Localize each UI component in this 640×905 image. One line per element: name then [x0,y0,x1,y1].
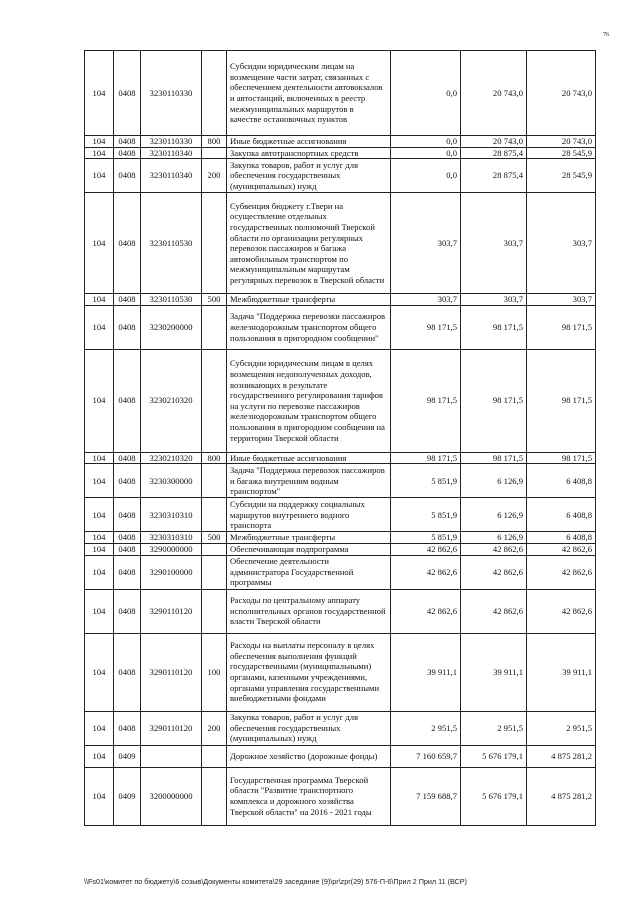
target-article-cell: 3200000000 [141,767,202,825]
amount-year2-cell: 28 875,4 [461,147,527,159]
section-code-cell: 104 [85,452,114,464]
amount-year2-cell: 39 911,1 [461,633,527,711]
amount-year2-cell: 98 171,5 [461,349,527,452]
expense-type-cell: 800 [202,452,227,464]
subsection-code-cell: 0408 [114,555,141,589]
section-code-cell: 104 [85,193,114,294]
target-article-cell: 3230110530 [141,193,202,294]
amount-year2-cell: 6 126,9 [461,464,527,498]
amount-year1-cell: 0,0 [391,159,461,193]
table-row [85,633,596,711]
amount-year1-cell: 42 862,6 [391,543,461,555]
table-row [85,305,596,349]
section-code-cell: 104 [85,294,114,306]
table-row [85,589,596,633]
amount-year3-cell: 42 862,6 [527,543,596,555]
budget-table [84,50,596,826]
amount-year2-cell: 42 862,6 [461,589,527,633]
amount-year1-cell: 5 851,9 [391,498,461,532]
expense-type-cell: 200 [202,711,227,745]
table-row [85,464,596,498]
amount-year1-cell: 5 851,9 [391,464,461,498]
amount-year1-cell: 98 171,5 [391,349,461,452]
description-cell: Расходы на выплаты персоналу в целях обеспечения выполнения функций государственными (муниципальными) органами, казенными учреждениями, органами управления государственными внебюджетными фондами [227,633,391,711]
amount-year3-cell: 2 951,5 [527,711,596,745]
expense-type-cell [202,464,227,498]
table-row [85,147,596,159]
expense-type-cell [202,745,227,767]
amount-year2-cell: 303,7 [461,294,527,306]
target-article-cell: 3290100000 [141,555,202,589]
table-row [85,532,596,544]
footer-file-path: \\Fs01\комитет по бюджету\6 созыв\Документы комитета\29 заседание (9)\pr\zpr(29) 576-П-6\Прил 2 Прил 11 (ВСР) [84,877,467,886]
amount-year2-cell: 2 951,5 [461,711,527,745]
section-code-cell: 104 [85,745,114,767]
amount-year3-cell: 98 171,5 [527,452,596,464]
amount-year2-cell: 6 126,9 [461,532,527,544]
expense-type-cell [202,767,227,825]
table-row [85,193,596,294]
subsection-code-cell: 0408 [114,543,141,555]
description-cell: Обеспечивающая подпрограмма [227,543,391,555]
subsection-code-cell: 0408 [114,589,141,633]
amount-year1-cell: 98 171,5 [391,305,461,349]
amount-year3-cell: 42 862,6 [527,555,596,589]
subsection-code-cell: 0408 [114,305,141,349]
amount-year1-cell: 7 160 659,7 [391,745,461,767]
subsection-code-cell: 0408 [114,452,141,464]
target-article-cell: 3290000000 [141,543,202,555]
page-number: 76 [603,32,609,38]
amount-year3-cell: 39 911,1 [527,633,596,711]
section-code-cell: 104 [85,51,114,136]
expense-type-cell [202,193,227,294]
amount-year3-cell: 303,7 [527,193,596,294]
amount-year1-cell: 42 862,6 [391,555,461,589]
subsection-code-cell: 0408 [114,711,141,745]
amount-year2-cell: 5 676 179,1 [461,745,527,767]
section-code-cell: 104 [85,464,114,498]
subsection-code-cell: 0408 [114,349,141,452]
description-cell: Субсидии на поддержку социальных маршрутов внутреннего водного транспорта [227,498,391,532]
table-row [85,159,596,193]
description-cell: Задача "Поддержка перевозок пассажиров и багажа внутренним водным транспортом" [227,464,391,498]
amount-year2-cell: 98 171,5 [461,305,527,349]
target-article-cell: 3230200000 [141,305,202,349]
amount-year1-cell: 42 862,6 [391,589,461,633]
section-code-cell: 104 [85,543,114,555]
description-cell: Обеспечение деятельности администратора Государственной программы [227,555,391,589]
description-cell: Дорожное хозяйство (дорожные фонды) [227,745,391,767]
table-row [85,136,596,148]
subsection-code-cell: 0408 [114,159,141,193]
description-cell: Закупка автотранспортных средств [227,147,391,159]
amount-year3-cell: 6 408,8 [527,498,596,532]
amount-year2-cell: 42 862,6 [461,543,527,555]
target-article-cell: 3290110120 [141,633,202,711]
expense-type-cell [202,498,227,532]
amount-year2-cell: 5 676 179,1 [461,767,527,825]
expense-type-cell [202,305,227,349]
amount-year2-cell: 98 171,5 [461,452,527,464]
table-row [85,498,596,532]
expense-type-cell [202,51,227,136]
subsection-code-cell: 0408 [114,147,141,159]
expense-type-cell [202,147,227,159]
subsection-code-cell: 0408 [114,532,141,544]
amount-year2-cell: 20 743,0 [461,136,527,148]
amount-year1-cell: 39 911,1 [391,633,461,711]
target-article-cell: 3230110340 [141,147,202,159]
description-cell: Иные бюджетные ассигнования [227,452,391,464]
target-article-cell: 3230210320 [141,452,202,464]
target-article-cell: 3230310310 [141,498,202,532]
amount-year1-cell: 0,0 [391,51,461,136]
expense-type-cell [202,543,227,555]
description-cell: Иные бюджетные ассигнования [227,136,391,148]
target-article-cell: 3230110530 [141,294,202,306]
description-cell: Закупка товаров, работ и услуг для обеспечения государственных (муниципальных) нужд [227,711,391,745]
section-code-cell: 104 [85,349,114,452]
amount-year3-cell: 28 545,9 [527,159,596,193]
section-code-cell: 104 [85,159,114,193]
section-code-cell: 104 [85,147,114,159]
description-cell: Расходы по центральному аппарату исполнительных органов государственной власти Тверской области [227,589,391,633]
expense-type-cell: 200 [202,159,227,193]
subsection-code-cell: 0408 [114,51,141,136]
target-article-cell [141,745,202,767]
amount-year3-cell: 4 875 281,2 [527,767,596,825]
subsection-code-cell: 0409 [114,745,141,767]
subsection-code-cell: 0408 [114,498,141,532]
expense-type-cell: 500 [202,294,227,306]
amount-year1-cell: 0,0 [391,136,461,148]
subsection-code-cell: 0408 [114,633,141,711]
expense-type-cell [202,589,227,633]
target-article-cell: 3230110330 [141,136,202,148]
section-code-cell: 104 [85,305,114,349]
amount-year2-cell: 20 743,0 [461,51,527,136]
subsection-code-cell: 0408 [114,294,141,306]
description-cell: Межбюджетные трансферты [227,532,391,544]
expense-type-cell [202,349,227,452]
amount-year3-cell: 98 171,5 [527,349,596,452]
target-article-cell: 3230300000 [141,464,202,498]
description-cell: Межбюджетные трансферты [227,294,391,306]
amount-year1-cell: 2 951,5 [391,711,461,745]
section-code-cell: 104 [85,711,114,745]
section-code-cell: 104 [85,555,114,589]
table-row [85,294,596,306]
target-article-cell: 3290110120 [141,589,202,633]
amount-year3-cell: 6 408,8 [527,464,596,498]
subsection-code-cell: 0408 [114,136,141,148]
amount-year3-cell: 303,7 [527,294,596,306]
table-row [85,745,596,767]
expense-type-cell [202,555,227,589]
amount-year1-cell: 0,0 [391,147,461,159]
amount-year2-cell: 42 862,6 [461,555,527,589]
amount-year3-cell: 98 171,5 [527,305,596,349]
amount-year3-cell: 20 743,0 [527,51,596,136]
expense-type-cell: 800 [202,136,227,148]
amount-year2-cell: 28 875,4 [461,159,527,193]
amount-year1-cell: 5 851,9 [391,532,461,544]
target-article-cell: 3290110120 [141,711,202,745]
amount-year1-cell: 7 159 688,7 [391,767,461,825]
amount-year3-cell: 4 875 281,2 [527,745,596,767]
description-cell: Задача "Поддержка перевозки пассажиров железнодорожным транспортом общего пользования в пригородном сообщении" [227,305,391,349]
target-article-cell: 3230210320 [141,349,202,452]
description-cell: Субвенция бюджету г.Твери на осуществление отдельных государственных полномочий Тверской области по организации регулярных перевозок пассажиров и багажа автомобильным транспортом по межмуниципальным маршрутам регулярных перевозок в Тверской области [227,193,391,294]
table-body [85,51,596,826]
subsection-code-cell: 0408 [114,193,141,294]
table-row [85,51,596,136]
section-code-cell: 104 [85,136,114,148]
amount-year1-cell: 303,7 [391,193,461,294]
amount-year3-cell: 28 545,9 [527,147,596,159]
amount-year1-cell: 98 171,5 [391,452,461,464]
table-row [85,349,596,452]
section-code-cell: 104 [85,633,114,711]
target-article-cell: 3230110340 [141,159,202,193]
expense-type-cell: 100 [202,633,227,711]
target-article-cell: 3230310310 [141,532,202,544]
subsection-code-cell: 0409 [114,767,141,825]
table-row [85,711,596,745]
table-row [85,767,596,825]
description-cell: Закупка товаров, работ и услуг для обеспечения государственных (муниципальных) нужд [227,159,391,193]
amount-year3-cell: 42 862,6 [527,589,596,633]
section-code-cell: 104 [85,532,114,544]
expense-type-cell: 500 [202,532,227,544]
section-code-cell: 104 [85,589,114,633]
amount-year2-cell: 303,7 [461,193,527,294]
table-row [85,555,596,589]
description-cell: Субсидии юридическим лицам в целях возмещения недополученных доходов, возникающих в результате государственного регулирования тарифов на услуги по перевозке пассажиров железнодорожным транспортом общего пользования в пригородном сообщения на территории Тверской области [227,349,391,452]
description-cell: Государственная программа Тверской области "Развитие транспортного комплекса и дорожного хозяйства Тверской области" на 2016 - 2021 годы [227,767,391,825]
subsection-code-cell: 0408 [114,464,141,498]
table-row [85,452,596,464]
section-code-cell: 104 [85,498,114,532]
target-article-cell: 3230110330 [141,51,202,136]
amount-year3-cell: 6 408,8 [527,532,596,544]
amount-year3-cell: 20 743,0 [527,136,596,148]
table-row [85,543,596,555]
section-code-cell: 104 [85,767,114,825]
amount-year2-cell: 6 126,9 [461,498,527,532]
amount-year1-cell: 303,7 [391,294,461,306]
description-cell: Субсидии юридическим лицам на возмещение части затрат, связанных с обеспечением деятельности автовокзалов и автостанций, включенных в реестр межмуниципальных маршрутов в качестве остановочных пунктов [227,51,391,136]
